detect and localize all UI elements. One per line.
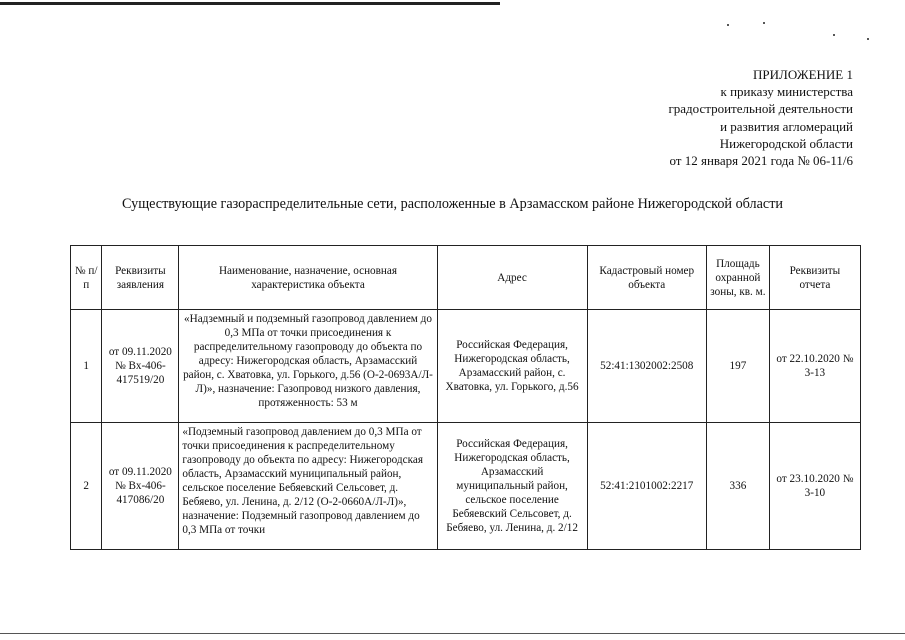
appendix-line: Нижегородской области <box>719 135 853 151</box>
scan-edge-line-bottom <box>0 633 905 634</box>
cell-area: 197 <box>707 310 770 423</box>
appendix-line: от 12 января 2021 года № 06-11/6 <box>669 153 853 169</box>
cell-report: от 23.10.2020 № 3-10 <box>769 423 860 550</box>
header-description: Наименование, назначение, основная характеристика объекта <box>179 246 437 310</box>
scan-edge-line-top <box>0 2 500 5</box>
cell-address: Российская Федерация, Нижегородская область, Арзамасский район, с. Хватовка, ул. Горького, д.56 <box>437 310 587 423</box>
table-row <box>71 310 861 423</box>
header-cadastral: Кадастровый номер объекта <box>587 246 707 310</box>
cell-description <box>179 310 437 423</box>
scan-speck <box>833 34 835 36</box>
header-request: Реквизиты заявления <box>102 246 179 310</box>
appendix-line: ПРИЛОЖЕНИЕ 1 <box>753 67 853 82</box>
cell-area: 336 <box>707 423 770 550</box>
cell-address: Российская Федерация, Нижегородская область, Арзамасский муниципальный район, сельское поселение Бебяевский Сельсовет, д. Бебяево, ул. Ленина, д. 2/12 <box>437 423 587 550</box>
cell-cadastral: 52:41:2101002:2217 <box>587 423 707 550</box>
cell-request: от 09.11.2020 № Вх-406-417086/20 <box>102 423 179 550</box>
cell-request: от 09.11.2020 № Вх-406-417519/20 <box>102 310 179 423</box>
header-area: Площадь охранной зоны, кв. м. <box>707 246 770 310</box>
description-text: «Подземный газопровод давлением до 0,3 МПа от точки присоединения к распределительному газопроводу до объекта по адресу: Нижегородская область, Арзамасский муниципальный район, сельское поселение Бебяевский Сельсовет, д. Бебяево, ул. Ленина, д. 2/12 (О-2-0660А/Л-Л)», назначение: Подземный газопровод давлением до 0,3 МПа от точки <box>182 425 423 536</box>
appendix-line: градостроительной деятельности <box>668 101 853 117</box>
document-title: Существующие газораспределительные сети, расположенные в Арзамасском районе Нижегородской области <box>122 196 783 212</box>
scan-speck <box>727 24 729 26</box>
table-header-row <box>71 246 861 310</box>
header-report: Реквизиты отчета <box>769 246 860 310</box>
description-text: «Надземный и подземный газопровод давлением до 0,3 МПа от точки присоединения к распределительному газопроводу до объекта по адресу: Нижегородская область, Арзамасский район, с. Хватовка, ул. Горького, д.56 (О-2-0693А/Л-Л)», назначение: Газопровод низкого давления, протяженность: 53 м <box>183 312 433 409</box>
header-number: № п/п <box>71 246 102 310</box>
table-row <box>71 423 861 550</box>
appendix-line: к приказу министерства <box>720 84 853 100</box>
cell-report: от 22.10.2020 № 3-13 <box>769 310 860 423</box>
cell-description <box>179 423 437 550</box>
cell-number: 1 <box>71 310 102 423</box>
scan-speck <box>763 22 765 24</box>
header-address: Адрес <box>437 246 587 310</box>
cell-number: 2 <box>71 423 102 550</box>
cell-cadastral: 52:41:1302002:2508 <box>587 310 707 423</box>
appendix-line: и развития агломераций <box>720 118 853 134</box>
appendix-header <box>593 66 853 169</box>
scan-speck <box>867 38 869 40</box>
gas-network-table <box>70 245 861 550</box>
